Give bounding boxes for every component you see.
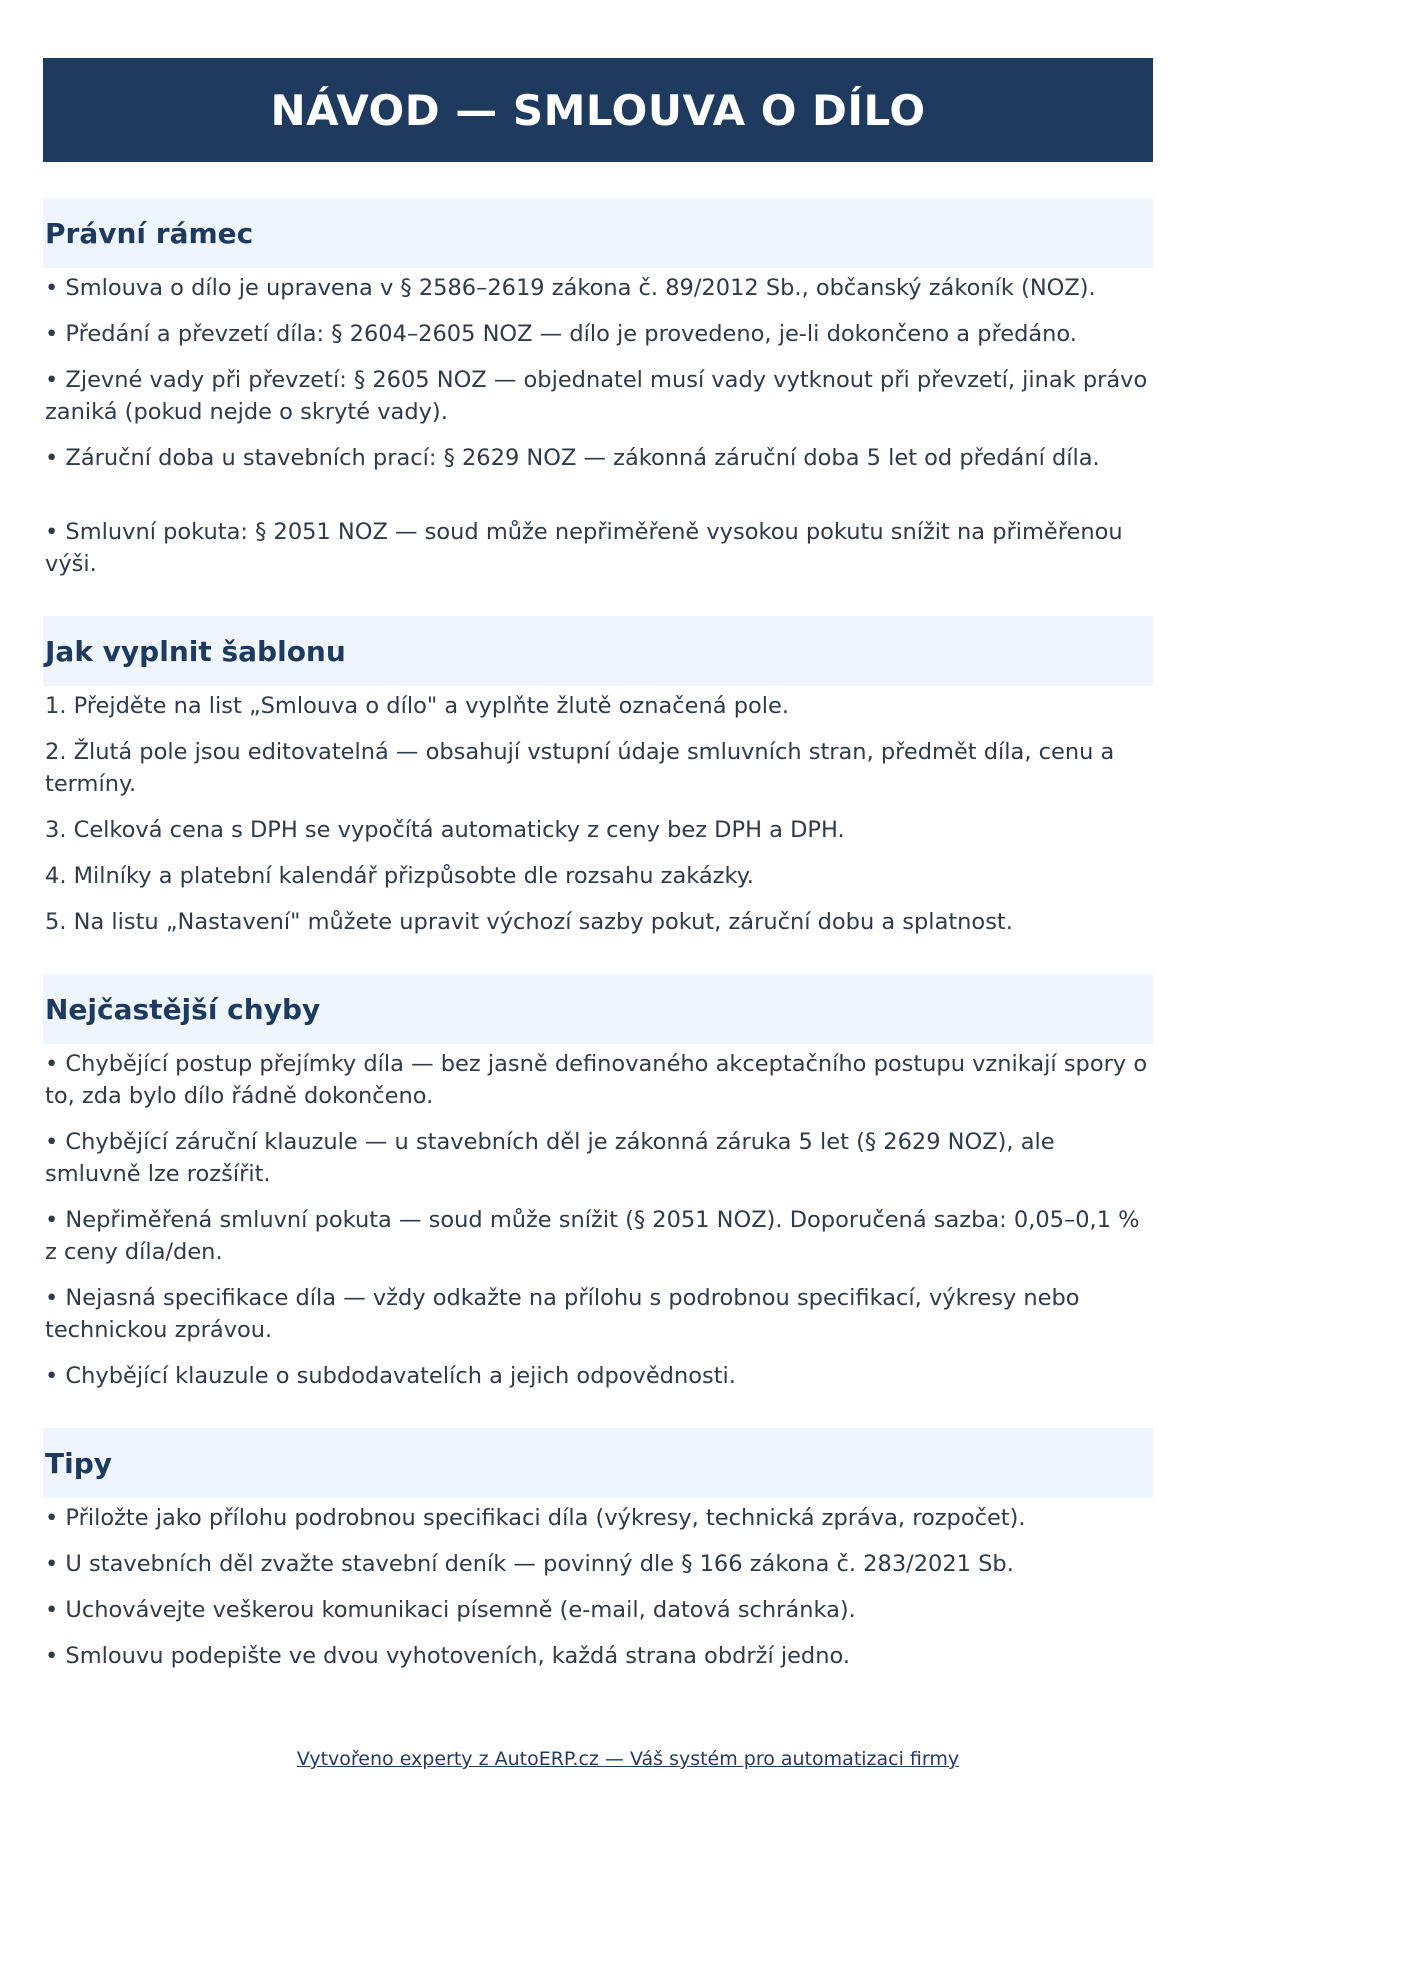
section-legal-framework	[43, 198, 1153, 580]
section-items	[43, 272, 1153, 580]
list-item: • Nepřiměřená smluvní pokuta — soud může snížit (§ 2051 NOZ). Doporučená sazba: 0,05–0,1 % z ceny díla/den.	[45, 1207, 1140, 1265]
section-heading: Jak vyplnit šablonu	[45, 634, 346, 668]
list-item: • Chybějící postup přejímky díla — bez jasně definovaného akceptačního postupu vznikají spory o to, zda bylo dílo řádně dokončeno.	[45, 1051, 1148, 1109]
section-items	[43, 690, 1153, 938]
list-item: • Chybějící záruční klauzule — u stavebních děl je zákonná záruka 5 let (§ 2629 NOZ), ale smluvně lze rozšířit.	[45, 1129, 1055, 1187]
section-header	[43, 198, 1153, 268]
title-banner	[43, 58, 1153, 162]
list-item: 4. Milníky a platební kalendář přizpůsobte dle rozsahu zakázky.	[45, 863, 754, 889]
list-item: • Zjevné vady při převzetí: § 2605 NOZ — objednatel musí vady vytknout při převzetí, jinak právo zaniká (pokud nejde o skryté vady).	[45, 367, 1148, 425]
section-header	[43, 616, 1153, 686]
list-item: • Uchovávejte veškerou komunikaci písemně (e-mail, datová schránka).	[45, 1597, 856, 1623]
list-item: • Nejasná specifikace díla — vždy odkažte na přílohu s podrobnou specifikací, výkresy nebo technickou zprávou.	[45, 1285, 1080, 1343]
section-heading: Právní rámec	[45, 216, 254, 250]
list-item: • Přiložte jako přílohu podrobnou specifikaci díla (výkresy, technická zpráva, rozpočet).	[45, 1505, 1026, 1531]
section-header	[43, 974, 1153, 1044]
section-how-to-fill	[43, 616, 1153, 938]
section-items	[43, 1048, 1153, 1392]
section-header	[43, 1428, 1153, 1498]
list-item: • Smlouva o dílo je upravena v § 2586–2619 zákona č. 89/2012 Sb., občanský zákoník (NOZ).	[45, 275, 1096, 301]
list-item: • Smlouvu podepište ve dvou vyhotoveních, každá strana obdrží jedno.	[45, 1643, 851, 1669]
list-item: • Záruční doba u stavebních prací: § 2629 NOZ — zákonná záruční doba 5 let od předání díla.	[45, 445, 1100, 471]
section-common-mistakes	[43, 974, 1153, 1392]
section-items	[43, 1502, 1153, 1672]
list-item: • Chybějící klauzule o subdodavatelích a jejich odpovědnosti.	[45, 1363, 736, 1389]
list-item: 5. Na listu „Nastavení" můžete upravit výchozí sazby pokut, záruční dobu a splatnost.	[45, 909, 1013, 935]
list-item: • Předání a převzetí díla: § 2604–2605 NOZ — dílo je provedeno, je-li dokončeno a předáno.	[45, 321, 1077, 347]
section-heading: Tipy	[45, 1446, 112, 1480]
footer	[43, 1748, 1153, 1770]
list-item: • Smluvní pokuta: § 2051 NOZ — soud může nepřiměřeně vysokou pokutu snížit na přiměřenou výši.	[45, 519, 1123, 577]
section-heading: Nejčastější chyby	[45, 992, 321, 1026]
document-page	[43, 58, 1153, 1770]
list-item: 1. Přejděte na list „Smlouva o dílo" a vyplňte žlutě označená pole.	[45, 693, 789, 719]
section-tips	[43, 1428, 1153, 1672]
list-item: • U stavebních děl zvažte stavební deník — povinný dle § 166 zákona č. 283/2021 Sb.	[45, 1551, 1014, 1577]
footer-link[interactable]: Vytvořeno experty z AutoERP.cz — Váš systém pro automatizaci firmy	[296, 1748, 960, 1770]
list-item: 3. Celková cena s DPH se vypočítá automaticky z ceny bez DPH a DPH.	[45, 817, 845, 843]
list-item: 2. Žlutá pole jsou editovatelná — obsahují vstupní údaje smluvních stran, předmět díla, cenu a termíny.	[45, 739, 1115, 797]
page-title: NÁVOD — SMLOUVA O DÍLO	[270, 85, 926, 135]
